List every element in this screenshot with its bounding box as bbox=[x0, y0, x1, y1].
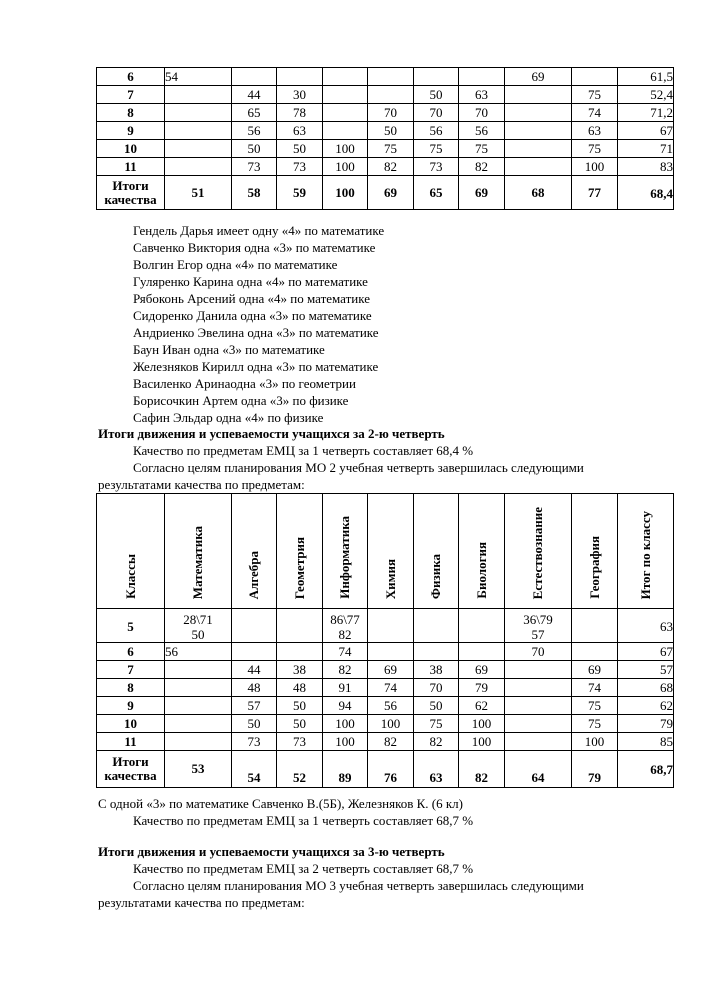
cell: 82 bbox=[414, 733, 459, 751]
cell: 76 bbox=[368, 751, 414, 788]
cell bbox=[505, 158, 572, 176]
cell: 82 bbox=[368, 158, 414, 176]
note-line: Василенко Аринаодна «3» по геометрии bbox=[133, 376, 356, 391]
header-cell bbox=[232, 494, 277, 609]
cell: 38 bbox=[277, 661, 323, 679]
cell bbox=[505, 679, 572, 697]
cell: 50 bbox=[277, 697, 323, 715]
header-chemistry: Химия bbox=[382, 558, 398, 599]
totals-label-line1: Итоги bbox=[112, 754, 149, 769]
cell-line: 57 bbox=[531, 626, 545, 642]
cell: 100 bbox=[323, 715, 368, 733]
cell bbox=[505, 733, 572, 751]
cell: 74 bbox=[572, 679, 618, 697]
cell: 53 bbox=[165, 751, 232, 788]
cell bbox=[505, 104, 572, 122]
cell bbox=[232, 68, 277, 86]
note-line: Савченко Виктория одна «3» по математике bbox=[133, 240, 376, 255]
cell bbox=[368, 609, 414, 643]
cell bbox=[165, 715, 232, 733]
cell: 61,5 bbox=[618, 68, 674, 86]
cell: 63 bbox=[459, 86, 505, 104]
table-row bbox=[97, 661, 674, 679]
cell: 71 bbox=[618, 140, 674, 158]
cell bbox=[277, 609, 323, 643]
header-geometry: Геометрия bbox=[291, 536, 307, 599]
note-line: Рябоконь Арсений одна «4» по математике bbox=[133, 291, 370, 306]
cell bbox=[323, 122, 368, 140]
header-cell bbox=[277, 494, 323, 609]
note-line: Борисочкин Артем одна «3» по физике bbox=[133, 393, 349, 408]
note-line: Гендель Дарья имеет одну «4» по математике bbox=[133, 223, 385, 238]
cell: 69 bbox=[459, 661, 505, 679]
class-cell: 5 bbox=[97, 609, 165, 643]
cell: 73 bbox=[232, 733, 277, 751]
totals-label-line2: качества bbox=[104, 768, 157, 783]
header-cell bbox=[618, 494, 674, 609]
class-cell: 6 bbox=[97, 68, 165, 86]
cell: 63 bbox=[572, 122, 618, 140]
cell: 79 bbox=[572, 751, 618, 788]
class-cell: 10 bbox=[97, 140, 165, 158]
cell: 67 bbox=[618, 122, 674, 140]
table-row bbox=[97, 104, 674, 122]
cell bbox=[323, 86, 368, 104]
section-heading-q3: Итоги движения и успеваемости учащихся за 3-ю четверть bbox=[98, 844, 445, 859]
cell bbox=[323, 104, 368, 122]
cell: 54 bbox=[232, 751, 277, 788]
cell: 75 bbox=[414, 715, 459, 733]
note-line: С одной «3» по математике Савченко В.(5Б), Железняков К. (6 кл) bbox=[98, 796, 463, 811]
cell: 59 bbox=[277, 176, 323, 210]
quality-line: Качество по предметам ЕМЦ за 1 четверть составляет 68,4 % bbox=[133, 443, 474, 458]
cell: 75 bbox=[368, 140, 414, 158]
cell: 79 bbox=[618, 715, 674, 733]
cell bbox=[277, 643, 323, 661]
cell: 63 bbox=[414, 751, 459, 788]
table-row bbox=[97, 158, 674, 176]
cell bbox=[165, 104, 232, 122]
cell: 82 bbox=[459, 751, 505, 788]
cell: 73 bbox=[414, 158, 459, 176]
plan-line: результатами качества по предметам: bbox=[98, 477, 305, 492]
cell: 56 bbox=[165, 643, 232, 661]
cell: 83 bbox=[618, 158, 674, 176]
cell: 54 bbox=[165, 68, 232, 86]
cell: 58 bbox=[232, 176, 277, 210]
header-cell bbox=[572, 494, 618, 609]
header-math: Математика bbox=[190, 525, 205, 599]
cell: 69 bbox=[368, 661, 414, 679]
cell bbox=[232, 609, 277, 643]
table-row bbox=[97, 609, 674, 643]
cell: 70 bbox=[368, 104, 414, 122]
cell bbox=[505, 609, 572, 643]
cell: 52 bbox=[277, 751, 323, 788]
cell bbox=[459, 68, 505, 86]
table-row bbox=[97, 140, 674, 158]
cell: 71,2 bbox=[618, 104, 674, 122]
cell: 62 bbox=[459, 697, 505, 715]
cell: 94 bbox=[323, 697, 368, 715]
cell: 70 bbox=[459, 104, 505, 122]
cell: 91 bbox=[323, 679, 368, 697]
cell: 64 bbox=[505, 751, 572, 788]
quality-line: Качество по предметам ЕМЦ за 2 четверть составляет 68,7 % bbox=[133, 861, 474, 876]
totals-label-line1: Итоги bbox=[112, 177, 149, 193]
cell: 51 bbox=[165, 176, 232, 210]
class-cell: 7 bbox=[97, 86, 165, 104]
header-physics: Физика bbox=[428, 553, 443, 599]
cell: 100 bbox=[572, 158, 618, 176]
cell: 69 bbox=[505, 68, 572, 86]
cell-line: 86\77 bbox=[330, 611, 360, 627]
cell: 100 bbox=[323, 733, 368, 751]
cell: 69 bbox=[459, 176, 505, 210]
cell: 68 bbox=[618, 679, 674, 697]
header-row bbox=[97, 494, 674, 609]
totals-label bbox=[97, 751, 165, 788]
cell: 56 bbox=[368, 697, 414, 715]
cell bbox=[505, 86, 572, 104]
section-heading-q2: Итоги движения и успеваемости учащихся за 2-ю четверть bbox=[98, 426, 445, 441]
cell: 73 bbox=[277, 733, 323, 751]
cell: 70 bbox=[414, 679, 459, 697]
cell: 68,7 bbox=[618, 751, 674, 788]
cell: 100 bbox=[368, 715, 414, 733]
cell bbox=[414, 68, 459, 86]
cell bbox=[459, 609, 505, 643]
header-informatics: Информатика bbox=[337, 516, 352, 599]
cell: 57 bbox=[618, 661, 674, 679]
cell: 68,4 bbox=[618, 176, 674, 210]
cell: 70 bbox=[505, 643, 572, 661]
cell: 52,4 bbox=[618, 86, 674, 104]
class-cell: 11 bbox=[97, 733, 165, 751]
cell: 74 bbox=[323, 643, 368, 661]
cell: 44 bbox=[232, 661, 277, 679]
class-cell: 8 bbox=[97, 679, 165, 697]
cell: 75 bbox=[414, 140, 459, 158]
cell-line: 36\79 bbox=[523, 611, 553, 627]
header-biology: Биология bbox=[473, 542, 489, 599]
cell: 56 bbox=[232, 122, 277, 140]
cell: 50 bbox=[232, 715, 277, 733]
cell: 100 bbox=[572, 733, 618, 751]
cell: 70 bbox=[414, 104, 459, 122]
cell: 57 bbox=[232, 697, 277, 715]
quality-line: Качество по предметам ЕМЦ за 1 четверть составляет 68,7 % bbox=[133, 813, 474, 828]
note-line: Сидоренко Данила одна «3» по математике bbox=[133, 308, 372, 323]
cell bbox=[505, 697, 572, 715]
cell: 69 bbox=[572, 661, 618, 679]
table-row bbox=[97, 715, 674, 733]
cell: 78 bbox=[277, 104, 323, 122]
quality-table-q1 bbox=[96, 67, 674, 210]
cell: 73 bbox=[277, 158, 323, 176]
table-row bbox=[97, 679, 674, 697]
cell bbox=[505, 715, 572, 733]
note-line: Волгин Егор одна «4» по математике bbox=[133, 257, 338, 272]
cell: 50 bbox=[414, 86, 459, 104]
cell bbox=[572, 643, 618, 661]
cell: 67 bbox=[618, 643, 674, 661]
cell: 100 bbox=[323, 176, 368, 210]
cell bbox=[505, 122, 572, 140]
cell: 75 bbox=[572, 697, 618, 715]
cell bbox=[368, 68, 414, 86]
cell bbox=[165, 122, 232, 140]
cell: 100 bbox=[323, 140, 368, 158]
cell: 75 bbox=[572, 715, 618, 733]
cell bbox=[165, 733, 232, 751]
cell: 38 bbox=[414, 661, 459, 679]
note-line: Гуляренко Карина одна «4» по математике bbox=[133, 274, 368, 289]
cell bbox=[165, 86, 232, 104]
cell bbox=[414, 609, 459, 643]
table-row bbox=[97, 68, 674, 86]
cell bbox=[572, 609, 618, 643]
quality-table-q2 bbox=[96, 493, 674, 788]
header-cell bbox=[459, 494, 505, 609]
table-row bbox=[97, 733, 674, 751]
note-line: Баун Иван одна «3» по математике bbox=[133, 342, 325, 357]
header-cell bbox=[323, 494, 368, 609]
class-cell: 7 bbox=[97, 661, 165, 679]
header-algebra: Алгебра bbox=[246, 550, 261, 599]
cell bbox=[414, 643, 459, 661]
cell: 73 bbox=[232, 158, 277, 176]
class-cell: 10 bbox=[97, 715, 165, 733]
cell: 74 bbox=[368, 679, 414, 697]
cell: 50 bbox=[414, 697, 459, 715]
header-natural-science: Естествознание bbox=[530, 506, 545, 599]
table-row bbox=[97, 122, 674, 140]
header-cell bbox=[368, 494, 414, 609]
table-row bbox=[97, 643, 674, 661]
cell bbox=[165, 661, 232, 679]
cell: 65 bbox=[414, 176, 459, 210]
table-row bbox=[97, 86, 674, 104]
cell-line: 28\71 bbox=[183, 611, 213, 627]
class-cell: 8 bbox=[97, 104, 165, 122]
cell: 82 bbox=[323, 661, 368, 679]
header-cell bbox=[505, 494, 572, 609]
header-cell bbox=[97, 494, 165, 609]
cell bbox=[505, 661, 572, 679]
cell: 62 bbox=[618, 697, 674, 715]
cell: 89 bbox=[323, 751, 368, 788]
header-classes: Классы bbox=[122, 554, 138, 599]
header-cell bbox=[414, 494, 459, 609]
note-line: Андриенко Эвелина одна «3» по математике bbox=[133, 325, 379, 340]
cell: 63 bbox=[618, 609, 674, 643]
cell: 82 bbox=[368, 733, 414, 751]
cell bbox=[277, 68, 323, 86]
cell: 75 bbox=[459, 140, 505, 158]
cell bbox=[323, 609, 368, 643]
cell: 74 bbox=[572, 104, 618, 122]
cell: 63 bbox=[277, 122, 323, 140]
cell bbox=[572, 68, 618, 86]
totals-row bbox=[97, 176, 674, 210]
table-row bbox=[97, 697, 674, 715]
note-line: Сафин Эльдар одна «4» по физике bbox=[133, 410, 324, 425]
cell: 65 bbox=[232, 104, 277, 122]
cell: 50 bbox=[232, 140, 277, 158]
cell bbox=[232, 643, 277, 661]
class-cell: 9 bbox=[97, 697, 165, 715]
cell bbox=[165, 609, 232, 643]
plan-line: Согласно целям планирования МО 2 учебная четверть завершилась следующими bbox=[133, 460, 584, 475]
cell bbox=[323, 68, 368, 86]
cell: 56 bbox=[414, 122, 459, 140]
cell bbox=[165, 158, 232, 176]
class-cell: 6 bbox=[97, 643, 165, 661]
cell bbox=[165, 140, 232, 158]
cell: 48 bbox=[232, 679, 277, 697]
cell: 69 bbox=[368, 176, 414, 210]
cell: 75 bbox=[572, 140, 618, 158]
cell: 44 bbox=[232, 86, 277, 104]
cell bbox=[165, 697, 232, 715]
cell: 50 bbox=[368, 122, 414, 140]
plan-line: результатами качества по предметам: bbox=[98, 895, 305, 910]
plan-line: Согласно целям планирования МО 3 учебная четверть завершилась следующими bbox=[133, 878, 584, 893]
cell-line: 82 bbox=[338, 626, 352, 642]
cell: 79 bbox=[459, 679, 505, 697]
cell bbox=[459, 643, 505, 661]
header-cell bbox=[165, 494, 232, 609]
totals-label-line2: качества bbox=[104, 191, 157, 207]
cell: 82 bbox=[459, 158, 505, 176]
cell-line: 50 bbox=[191, 626, 205, 642]
class-cell: 11 bbox=[97, 158, 165, 176]
class-cell: 9 bbox=[97, 122, 165, 140]
cell: 48 bbox=[277, 679, 323, 697]
cell: 50 bbox=[277, 715, 323, 733]
cell: 85 bbox=[618, 733, 674, 751]
cell: 30 bbox=[277, 86, 323, 104]
cell bbox=[505, 140, 572, 158]
cell bbox=[368, 86, 414, 104]
totals-row bbox=[97, 751, 674, 788]
cell: 77 bbox=[572, 176, 618, 210]
cell bbox=[165, 679, 232, 697]
header-class-total: Итог по классу bbox=[637, 510, 653, 599]
note-line: Железняков Кирилл одна «3» по математике bbox=[133, 359, 379, 374]
cell: 68 bbox=[505, 176, 572, 210]
cell: 100 bbox=[323, 158, 368, 176]
totals-label bbox=[97, 176, 165, 210]
cell: 75 bbox=[572, 86, 618, 104]
cell: 56 bbox=[459, 122, 505, 140]
cell: 50 bbox=[277, 140, 323, 158]
cell bbox=[368, 643, 414, 661]
header-geography: География bbox=[586, 536, 602, 599]
cell: 100 bbox=[459, 733, 505, 751]
cell: 100 bbox=[459, 715, 505, 733]
